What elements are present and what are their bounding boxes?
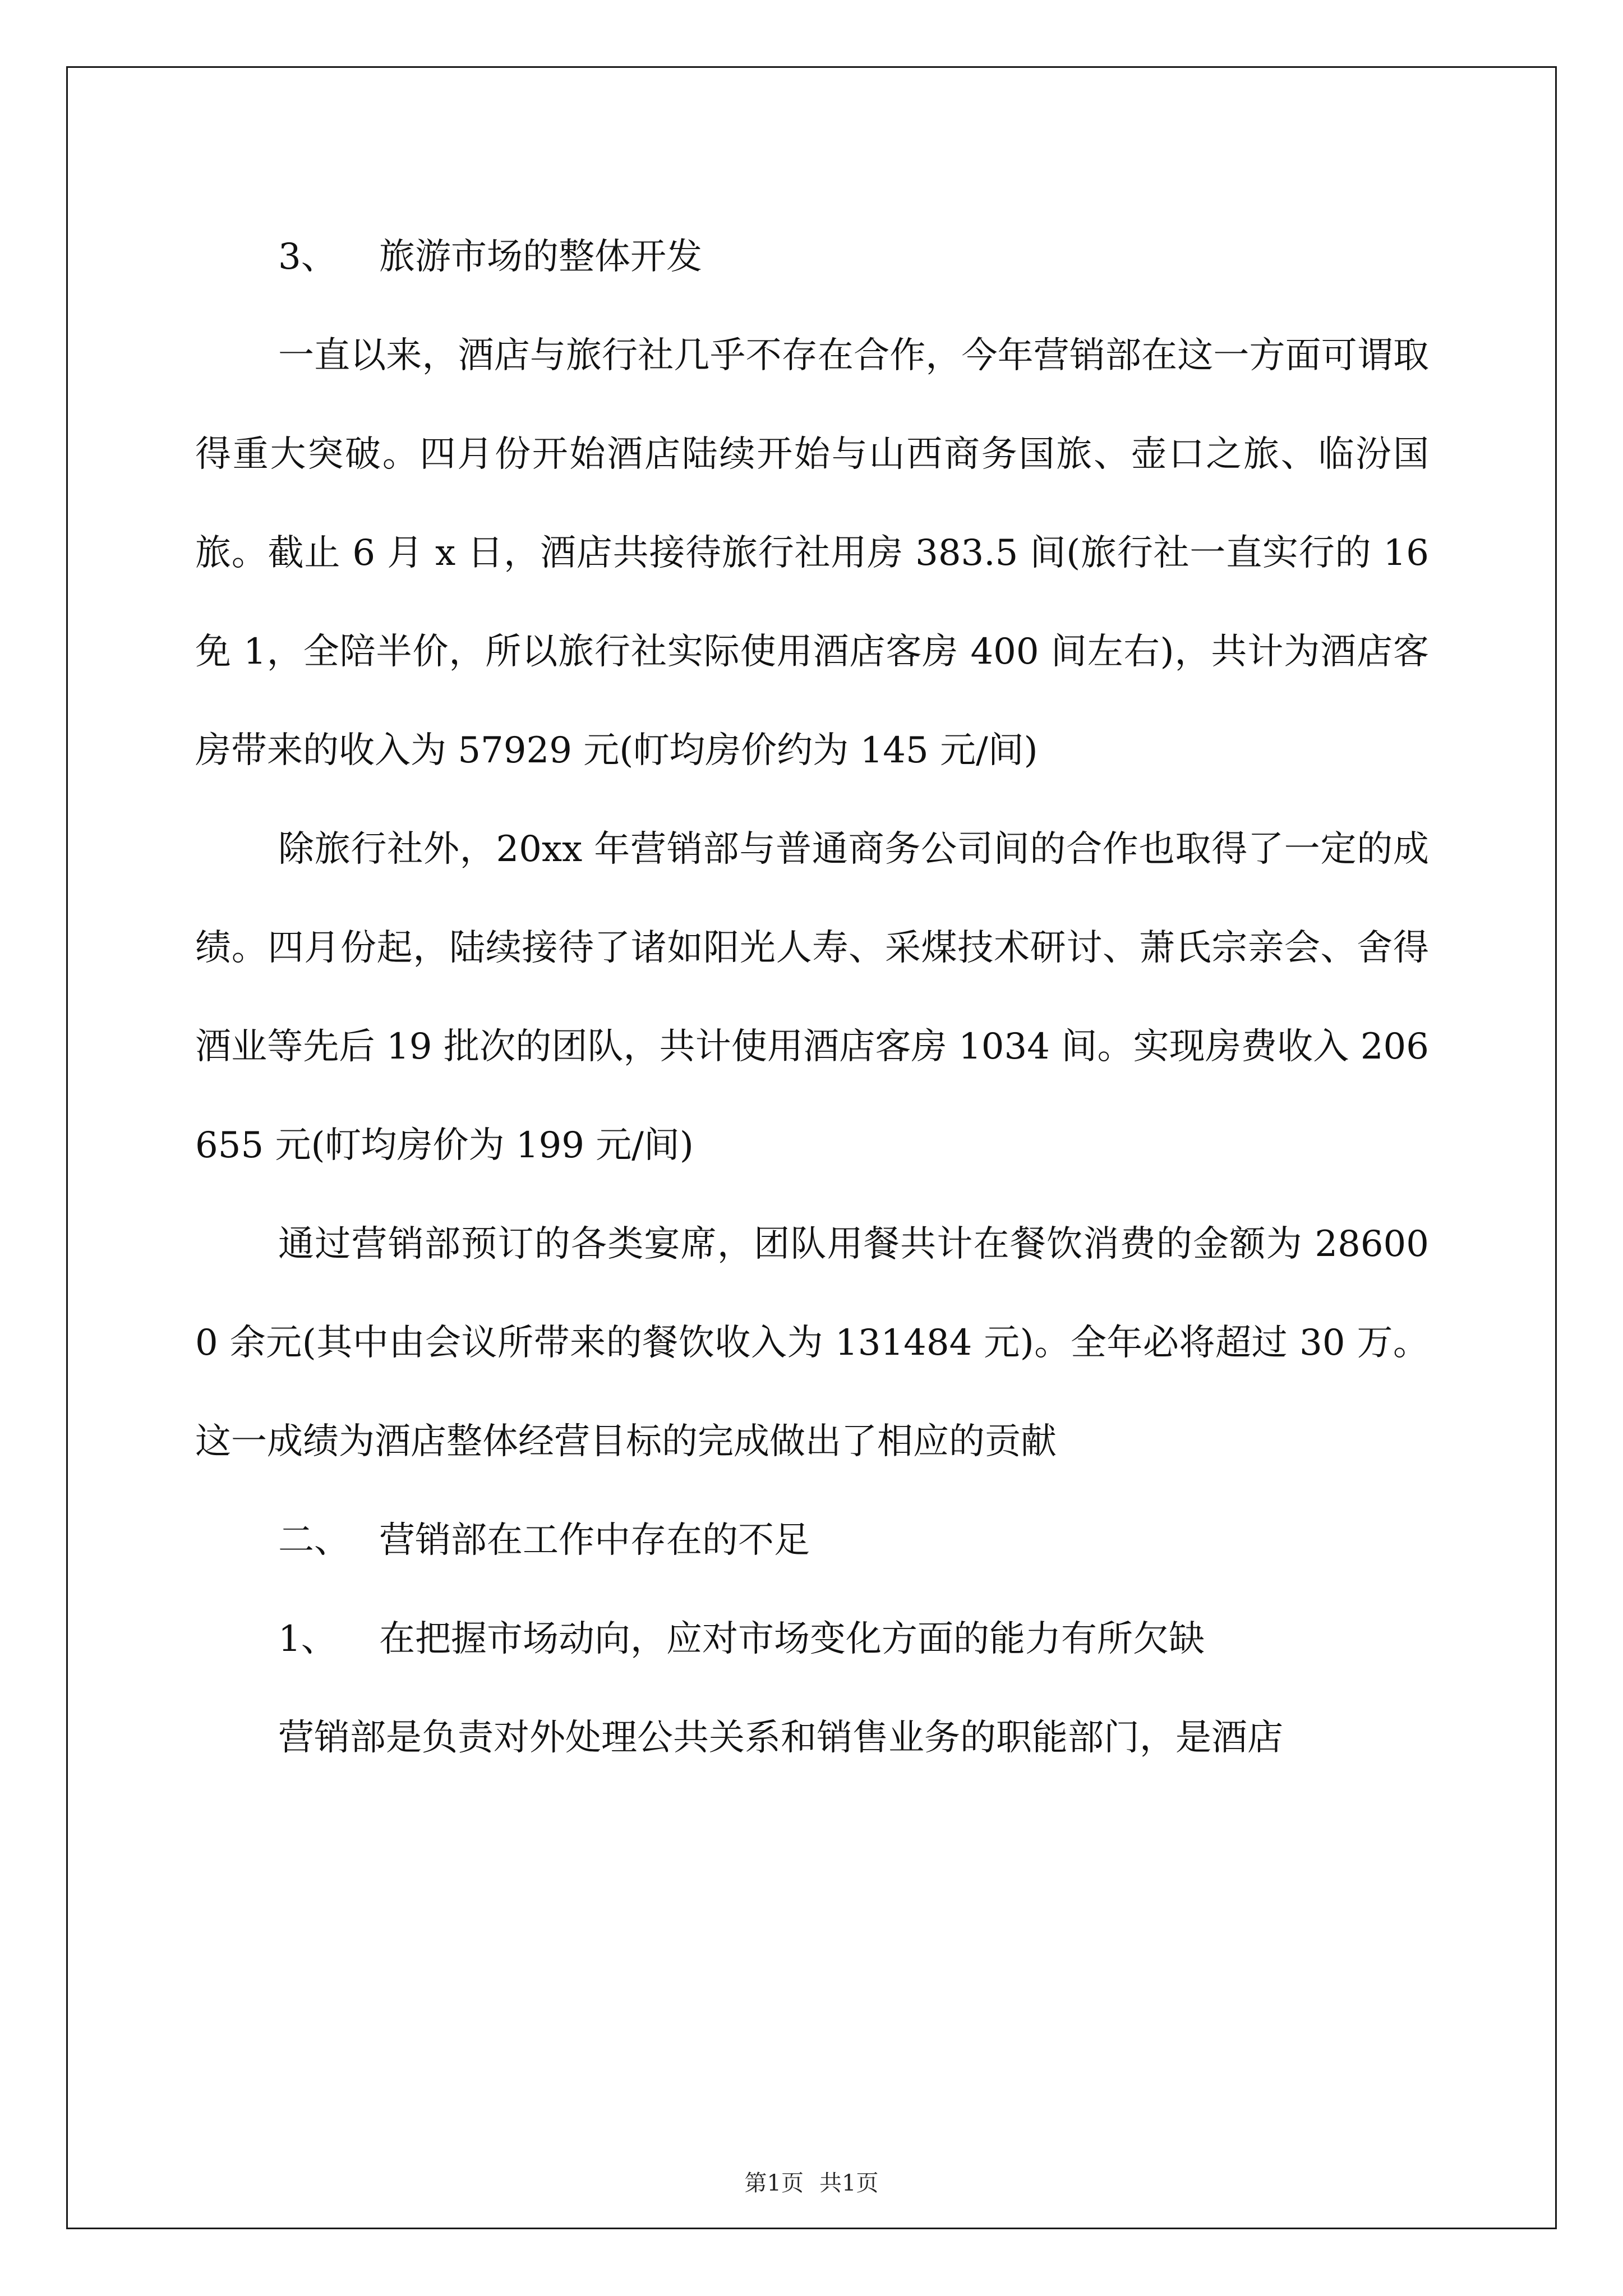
paragraph: 一直以来，酒店与旅行社几乎不存在合作，今年营销部在这一方面可谓取得重大突破。四月份开始酒店陆续开始与山西商务国旅、壶口之旅、临汾国旅。截止 6 月 x 日，酒店共接待旅行社用房 383.5 间(旅行社一直实行的 16 免 1，全陪半价，所以旅行社实际使用酒店客房 400 间左右)，共计为酒店客房带来的收入为 57929 元(帄均房价约为 145 元/间) [195, 335, 1429, 771]
section-heading [195, 1491, 1429, 1590]
heading-number: 3、 [278, 236, 337, 278]
heading-text: 旅游市场的整体开发 [379, 236, 702, 278]
page-footer [0, 2165, 1623, 2197]
heading-text: 在把握市场动向，应对市场变化方面的能力有所欠缺 [379, 1618, 1205, 1660]
section-heading [195, 1590, 1429, 1688]
paragraph: 通过营销部预订的各类宴席，团队用餐共计在餐饮消费的金额为 286000 余元(其中由会议所带来的餐饮收入为 131484 元)。全年必将超过 30 万。这一成绩为酒店整体经营目标的完成做出了相应的贡献 [195, 1223, 1429, 1462]
page-number: 第1页 [744, 2170, 804, 2196]
page-total: 共1页 [819, 2170, 879, 2196]
document-body [195, 208, 1429, 1787]
heading-text: 营销部在工作中存在的不足 [379, 1520, 810, 1561]
section-heading [195, 208, 1429, 306]
heading-number: 1、 [278, 1618, 337, 1660]
paragraph: 营销部是负责对外处理公共关系和销售业务的职能部门，是酒店 [278, 1717, 1283, 1759]
paragraph: 除旅行社外，20xx 年营销部与普通商务公司间的合作也取得了一定的成绩。四月份起，陆续接待了诸如阳光人寿、采煤技术研讨、萧氏宗亲会、舍得酒业等先后 19 批次的团队，共计使用酒店客房 1034 间。实现房费收入 206655 元(帄均房价为 199 元/间) [195, 829, 1429, 1166]
heading-number: 二、 [278, 1520, 350, 1561]
